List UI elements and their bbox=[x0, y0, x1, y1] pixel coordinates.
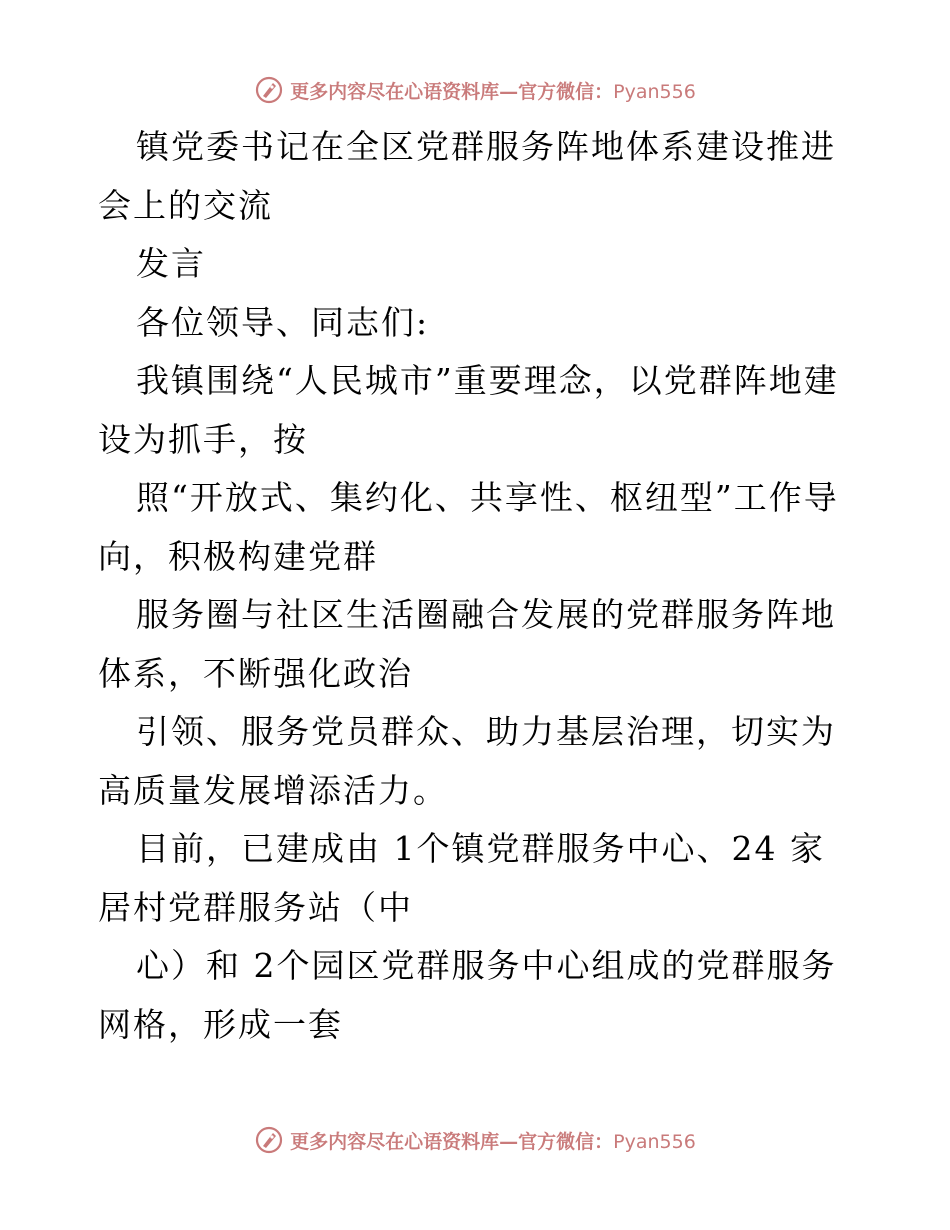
document-line: 引领、服务党员群众、助力基层治理，切实为高质量发展增添活力。 bbox=[98, 712, 836, 810]
pen-nib-logo-icon bbox=[254, 1125, 284, 1155]
watermark-text: 更多内容尽在心语资料库—官方微信：Pyan556 bbox=[290, 1130, 696, 1153]
document-body bbox=[98, 118, 858, 1054]
document-line: 目前，已建成由 1个镇党群服务中心、24 家居村党群服务站（中 bbox=[98, 829, 825, 927]
pen-nib-logo-icon bbox=[254, 75, 284, 105]
document-line: 各位领导、同志们: bbox=[136, 302, 430, 342]
document-line: 我镇围绕“人民城市”重要理念，以党群阵地建设为抓手，按 bbox=[98, 361, 839, 459]
watermark-text: 更多内容尽在心语资料库—官方微信：Pyan556 bbox=[290, 80, 696, 103]
document-line: 照“开放式、集约化、共享性、枢纽型”工作导向，积极构建党群 bbox=[98, 478, 839, 576]
document-line: 心）和 2个园区党群服务中心组成的党群服务网格，形成一套 bbox=[98, 946, 837, 1044]
watermark-handle: Pyan556 bbox=[613, 80, 696, 103]
watermark-banner-top bbox=[0, 73, 950, 107]
document-line: 镇党委书记在全区党群服务阵地体系建设推进会上的交流 bbox=[98, 127, 836, 225]
document-line: 发言 bbox=[136, 244, 206, 283]
document-line: 服务圈与社区生活圈融合发展的党群服务阵地体系，不断强化政治 bbox=[98, 595, 836, 693]
watermark-banner-bottom bbox=[0, 1123, 950, 1157]
watermark-handle: Pyan556 bbox=[613, 1130, 696, 1153]
